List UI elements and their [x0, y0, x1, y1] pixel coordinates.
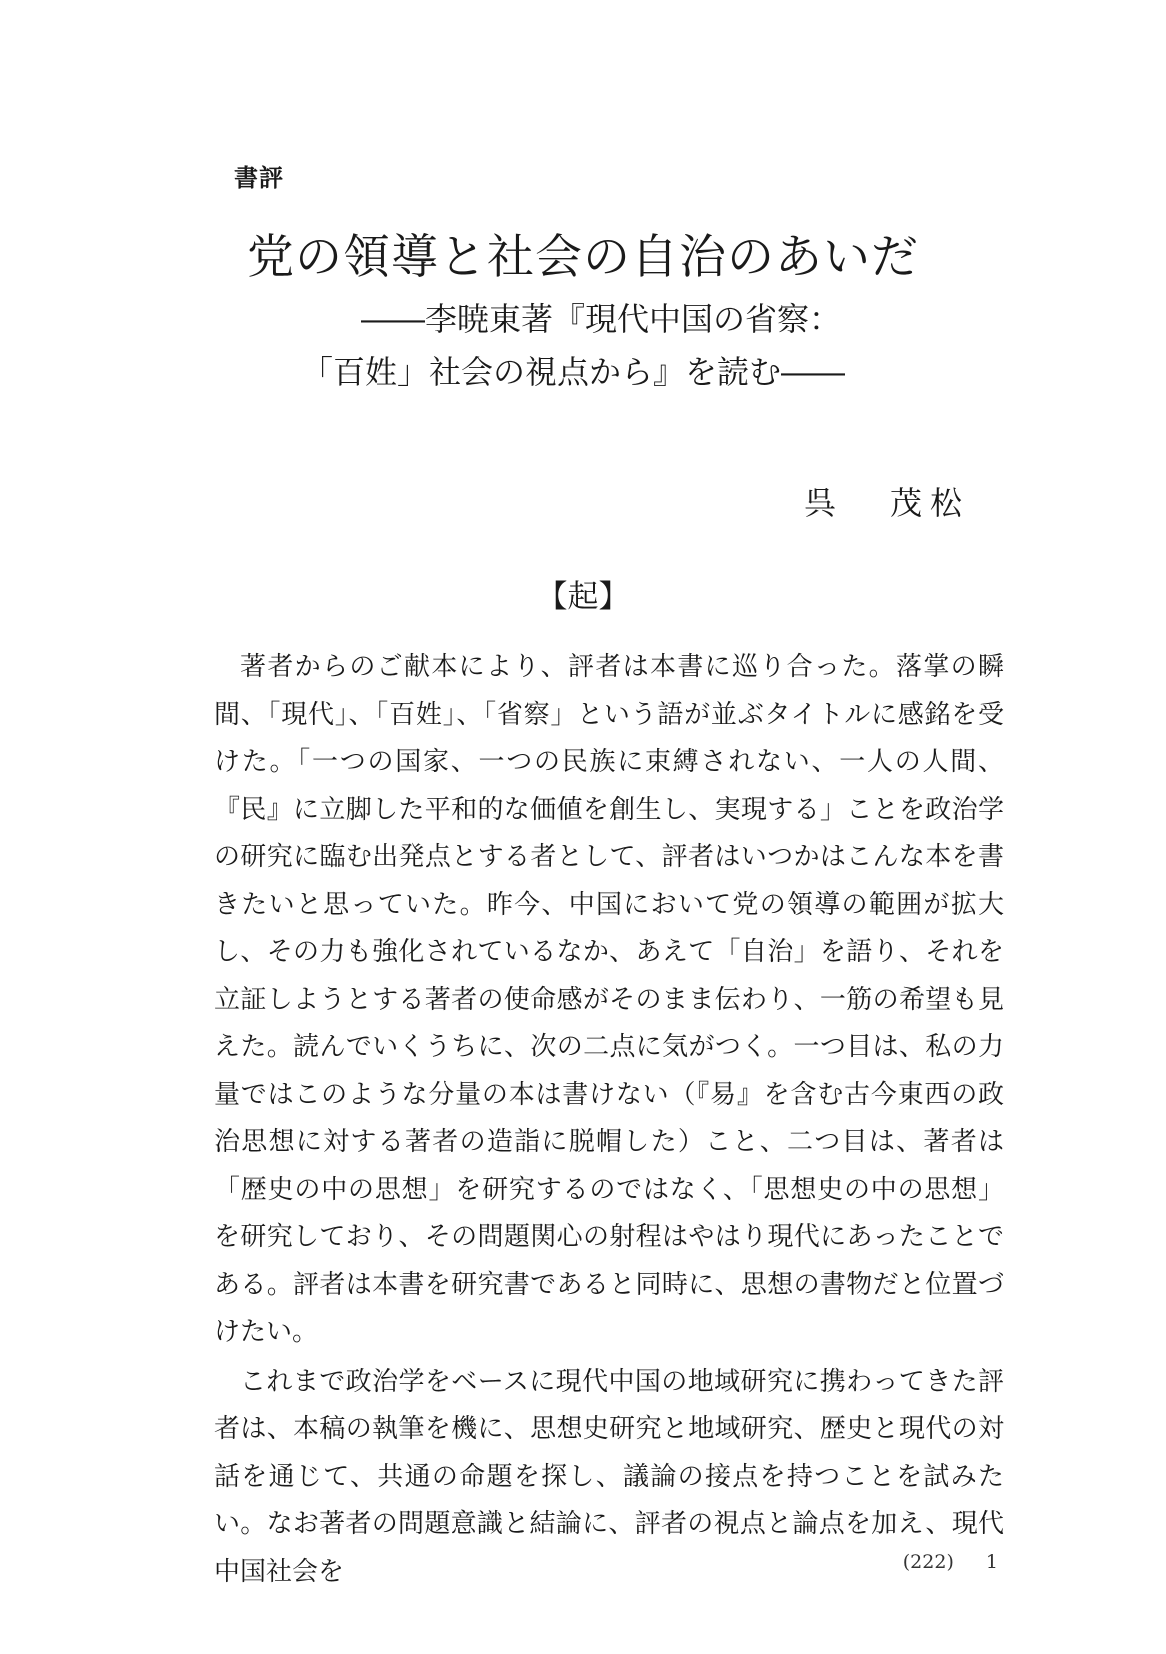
body-paragraph: 著者からのご献本により、評者は本書に巡り合った。落掌の瞬間、「現代」、「百姓」、「省察」という語が並ぶタイトルに感銘を受けた。「一つの国家、一つの民族に束縛されない、一人の人間、『民』に立脚した平和的な価値を創生し、実現する」ことを政治学の研究に臨む出発点とする者として、評者はいつかはこんな本を書きたいと思っていた。昨今、中国において党の領導の範囲が拡大し、その力も強化されているなか、あえて「自治」を語り、それを立証しようとする著者の使命感がそのまま伝わり、一筋の希望も見えた。読んでいくうちに、次の二点に気がつく。一つ目は、私の力量ではこのような分量の本は書けない（『易』を含む古今東西の政治思想に対する著者の造詣に脱帽した）こと、二つ目は、著者は「歴史の中の思想」を研究するのではなく、「思想史の中の思想」を研究しており、その問題関心の射程はやはり現代にあったことである。評者は本書を研究書であると同時に、思想の書物だと位置づけたい。: [214, 652, 1004, 1347]
page-number: 1: [985, 1551, 998, 1573]
body-text: [214, 644, 1004, 1596]
body-paragraph: これまで政治学をベースに現代中国の地域研究に携わってきた評者は、本稿の執筆を機に、思想史研究と地域研究、歴史と現代の対話を通じて、共通の命題を探し、議論の接点を持つことを試みたい。なお著者の問題意識と結論に、評者の視点と論点を加え、現代中国社会を: [214, 1366, 1004, 1587]
article-category: 書評: [234, 164, 284, 192]
author-given-name: 茂松: [890, 484, 971, 522]
article-title: 党の領導と社会の自治のあいだ: [247, 230, 919, 285]
section-heading: 【起】: [536, 579, 630, 615]
page-footer: [903, 1551, 998, 1573]
original-page-number: (222): [902, 1551, 954, 1573]
article-subtitle-line-1: ――李暁東著『現代中国の省察：: [360, 300, 841, 338]
article-subtitle-line-2: 「百姓」社会の視点から』を読む――: [300, 353, 845, 391]
author-family-name: 呉: [804, 484, 837, 522]
